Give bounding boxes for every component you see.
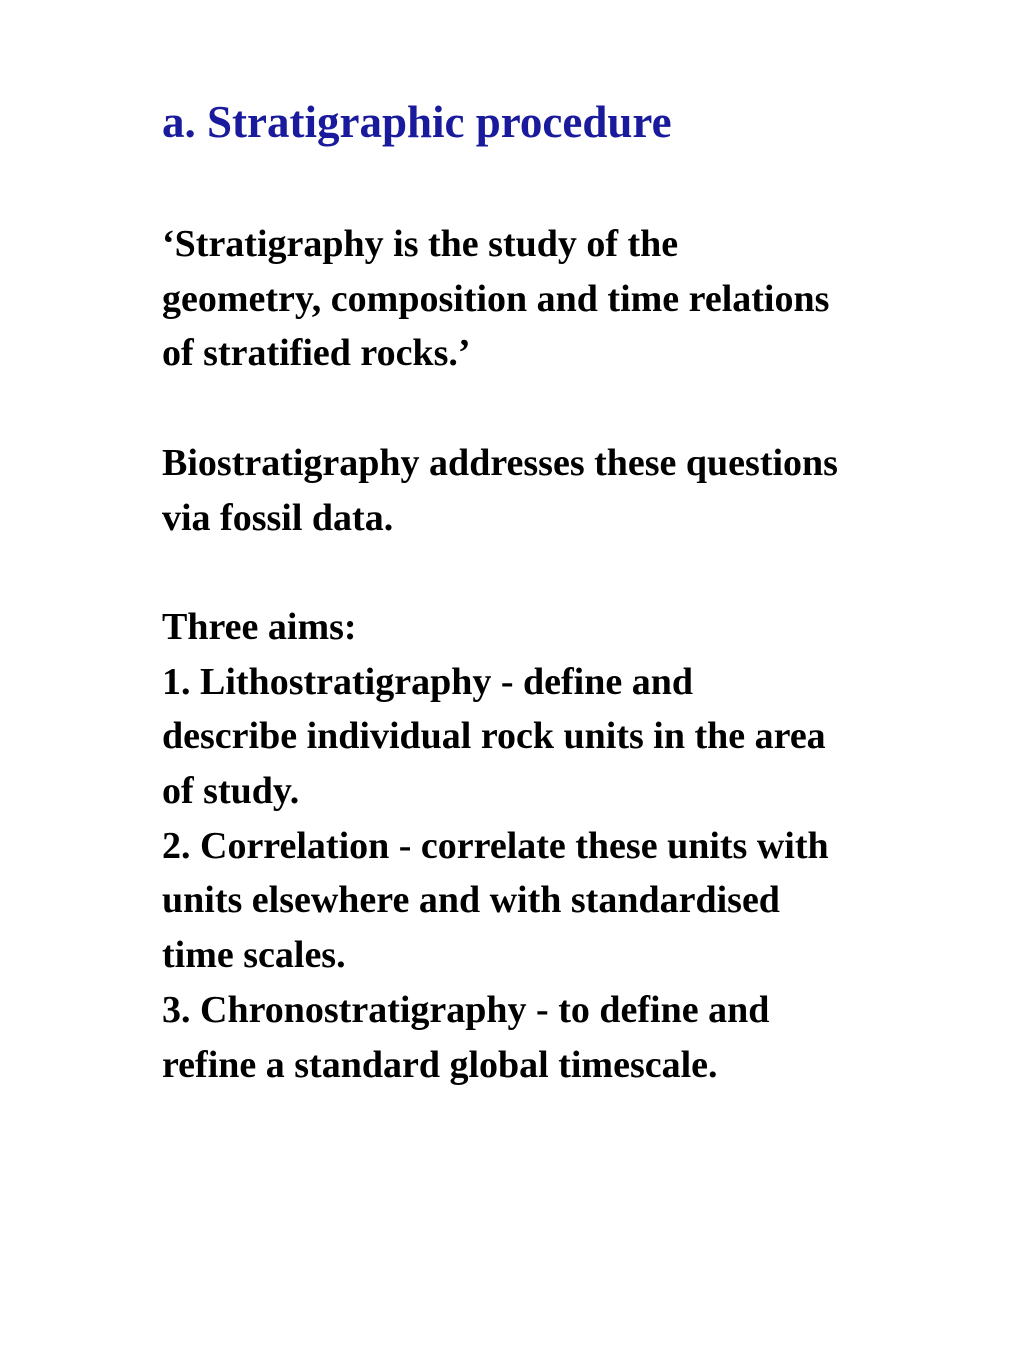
aim-2-line-3: time scales. (162, 934, 346, 977)
aim-item-3 (162, 983, 992, 1092)
aim-item-1 (162, 655, 992, 819)
definition-line-3: of stratified rocks.’ (162, 332, 471, 375)
aim-1-line-3: of study. (162, 770, 300, 812)
biostratigraphy-line-2: via fossil data. (162, 496, 394, 539)
slide-title: a. Stratigraphic procedure (162, 97, 672, 147)
definition-line-1: ‘Stratigraphy is the study of the (162, 223, 679, 265)
aim-1-line-2: describe individual rock units in the area (162, 715, 826, 758)
definition-paragraph (162, 217, 992, 381)
aim-1-line-1: 1. Lithostratigraphy - define and (162, 660, 693, 703)
aims-heading: Three aims: (162, 605, 357, 648)
aims-section (162, 600, 992, 1092)
aim-3-line-2: refine a standard global timescale. (162, 1043, 718, 1086)
slide-body (162, 217, 992, 1092)
biostratigraphy-line-1: Biostratigraphy addresses these questions (162, 441, 838, 484)
aim-2-line-1: 2. Correlation - correlate these units with (162, 824, 829, 867)
definition-line-2: geometry, composition and time relations (162, 277, 830, 320)
aim-2-line-2: units elsewhere and with standardised (162, 879, 780, 922)
aim-item-2 (162, 819, 992, 983)
biostratigraphy-paragraph (162, 436, 992, 545)
aim-3-line-1: 3. Chronostratigraphy - to define and (162, 988, 770, 1031)
